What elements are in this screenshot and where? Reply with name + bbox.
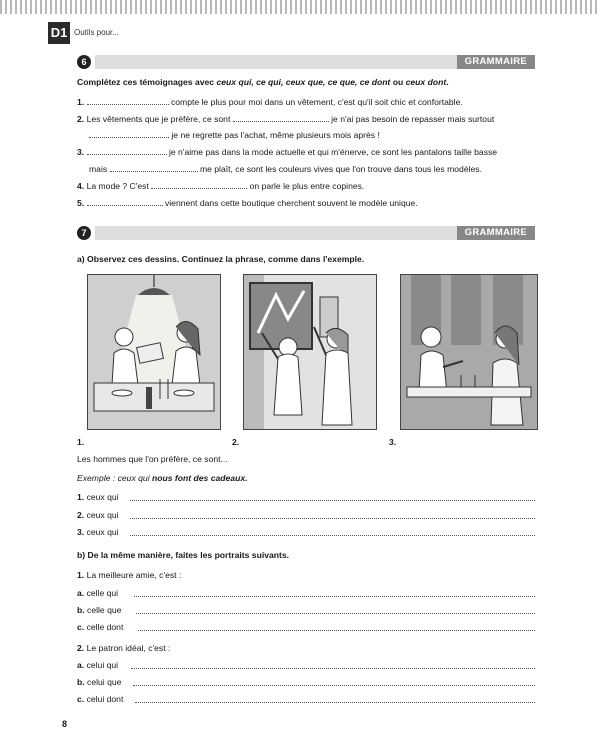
part-b2-item-a: a. celui qui [77,660,119,670]
unit-subtitle: Outils pour... [74,28,119,37]
part-b-title: b) De la même manière, faites les portraits suivants. [77,550,290,560]
blank[interactable] [87,197,163,206]
blank[interactable] [233,113,329,122]
part-b-question-2: 2. Le patron idéal, c'est : [77,643,171,653]
answer-line[interactable] [133,685,535,686]
section-6-instruction: Complétez ces témoignages avec ceux qui, ce qui, ceux que, ce que, ce dont ou ceux dont. [77,77,449,87]
section-7-header [77,226,535,240]
answer-line[interactable] [138,630,535,631]
part-a-item-2: 2. ceux qui [77,510,119,520]
exercise-6-item-1: 1. compte le plus pour moi dans un vêtement, c'est qu'il soit chic et confortable. [77,97,463,107]
illustration-gallery [243,274,377,430]
answer-line[interactable] [130,500,535,501]
part-a-item-3: 3. ceux qui [77,527,119,537]
answer-line[interactable] [134,596,535,597]
answer-line[interactable] [135,702,535,703]
blank[interactable] [89,129,169,138]
top-stripe-bar [0,0,600,14]
answer-line[interactable] [131,668,535,669]
blank[interactable] [151,180,247,189]
answer-line[interactable] [130,518,535,519]
gallery-drawing [244,275,376,429]
illustration-restaurant [400,274,538,430]
section-6-number: 6 [77,55,91,69]
picture-label-1: 1. [77,437,85,447]
example-line: Exemple : ceux qui nous font des cadeaux. [77,473,248,483]
section-7-number: 7 [77,226,91,240]
exercise-6-item-2-cont: je ne regrette pas l'achat, même plusieurs mois après ! [89,129,547,141]
unit-badge: D1 [48,22,70,44]
section-6-header [77,55,535,69]
answer-line[interactable] [136,613,535,614]
part-b1-item-a: a. celle qui [77,588,119,598]
dinner-drawing [88,275,220,429]
part-b-question-1: 1. La meilleure amie, c'est : [77,570,182,580]
exercise-6-item-5: 5. viennent dans cette boutique cherchent souvent le modèle unique. [77,198,418,208]
part-b2-item-b: b. celui que [77,677,122,687]
part-a-title: a) Observez ces dessins. Continuez la phrase, comme dans l'exemple. [77,254,365,264]
part-b1-item-b: b. celle que [77,605,122,615]
prompt-line: Les hommes que l'on préfère, ce sont... [77,454,228,464]
section-7-grammar-tag: GRAMMAIRE [457,226,535,240]
exercise-6-item-3-cont: mais me plaît, ce sont les couleurs vives que l'on trouve dans tous les modèles. [89,164,482,174]
exercise-6-item-4: 4. La mode ? C'est on parle le plus entre copines. [77,181,365,191]
exercise-6-item-3: 3. je n'aime pas dans la mode actuelle et qui m'énerve, ce sont les pantalons taille basse [77,147,498,157]
blank[interactable] [110,163,198,172]
blank[interactable] [87,146,167,155]
exercise-6-item-2: 2. Les vêtements que je préfère, ce sont je n'ai pas besoin de repasser mais surtout [77,114,495,124]
picture-label-2: 2. [232,437,240,447]
answer-line[interactable] [130,535,535,536]
page-number: 8 [62,719,68,729]
section-6-grammar-tag: GRAMMAIRE [457,55,535,69]
restaurant-drawing [401,275,537,429]
part-b1-item-c: c. celle dont [77,622,124,632]
part-b2-item-c: c. celui dont [77,694,124,704]
blank[interactable] [87,96,169,105]
picture-label-3: 3. [389,437,397,447]
part-a-item-1: 1. ceux qui [77,492,119,502]
illustration-dinner [87,274,221,430]
